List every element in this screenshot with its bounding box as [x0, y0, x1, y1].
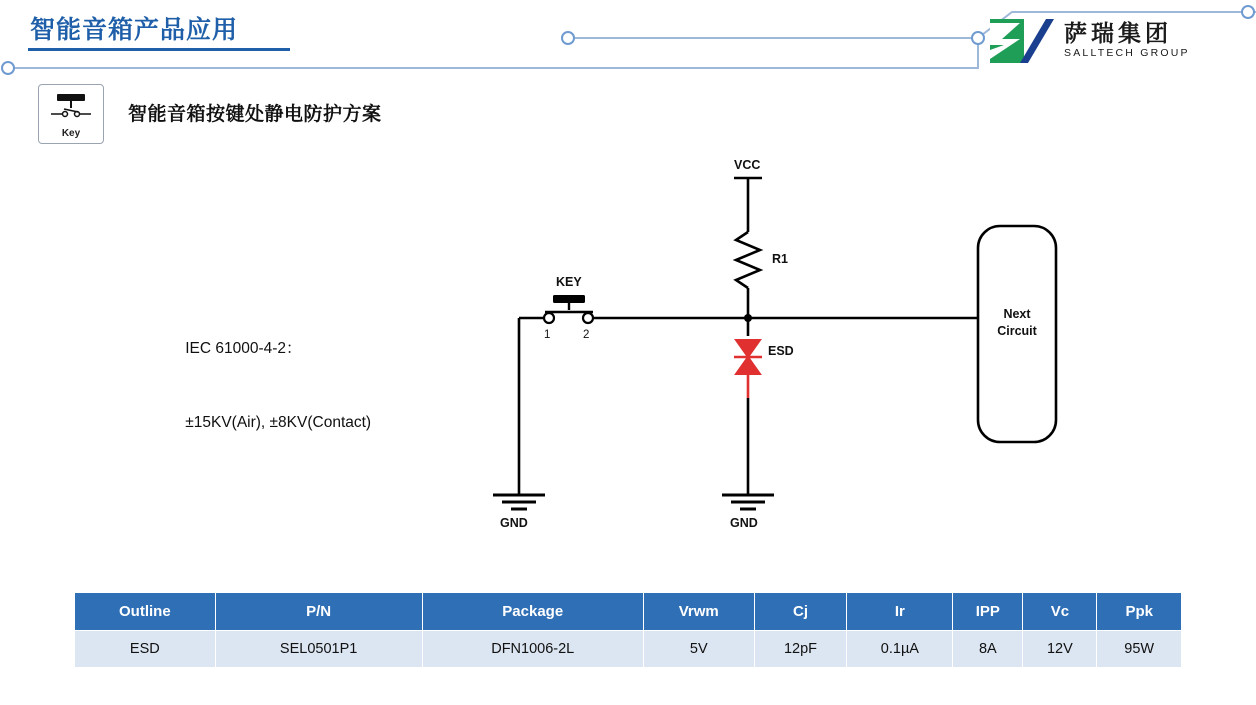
table-row [75, 631, 1182, 668]
table-header-row [75, 593, 1182, 631]
gnd-right-label: GND [730, 516, 758, 530]
next-circuit-line2: Circuit [997, 323, 1037, 338]
table-header-package: Package [422, 593, 643, 631]
table-header-outline: Outline [75, 593, 216, 631]
cell-cj: 12pF [754, 631, 847, 668]
table-header-pn: P/N [215, 593, 422, 631]
logo-english-name: SALLTECH GROUP [1064, 47, 1190, 60]
table-header-ppk: Ppk [1097, 593, 1182, 631]
gnd-left-label: GND [500, 516, 528, 530]
esd-label: ESD [768, 344, 794, 358]
page-title: 智能音箱产品应用 [30, 16, 239, 44]
table-header-ipp: IPP [953, 593, 1023, 631]
table-header-cj: Cj [754, 593, 847, 631]
cell-ppk: 95W [1097, 631, 1182, 668]
cell-package: DFN1006-2L [422, 631, 643, 668]
key-icon-label: Key [61, 128, 81, 139]
cell-outline: ESD [75, 631, 216, 668]
table-header-ir: Ir [847, 593, 953, 631]
cell-ir: 0.1µA [847, 631, 953, 668]
iec-note-line1: IEC 61000-4-2： [185, 339, 302, 357]
cell-vc: 12V [1023, 631, 1097, 668]
table-header-vc: Vc [1023, 593, 1097, 631]
vcc-label: VCC [734, 158, 761, 172]
specification-table [74, 592, 1182, 668]
logo-chinese-name: 萨瑞集团 [1064, 20, 1172, 46]
table-header-vrwm: Vrwm [643, 593, 754, 631]
section-title: 智能音箱按键处静电防护方案 [128, 104, 382, 125]
key-pin2-label: 2 [583, 329, 590, 341]
cell-pn: SEL0501P1 [215, 631, 422, 668]
key-label: KEY [556, 275, 582, 289]
cell-vrwm: 5V [643, 631, 754, 668]
next-circuit-line1: Next [1003, 307, 1031, 321]
key-pin1-label: 1 [544, 329, 551, 341]
iec-note-line2: ±15KV(Air), ±8KV(Contact) [185, 414, 372, 432]
r1-label: R1 [772, 252, 788, 266]
next-circuit-label [978, 306, 1056, 340]
cell-ipp: 8A [953, 631, 1023, 668]
